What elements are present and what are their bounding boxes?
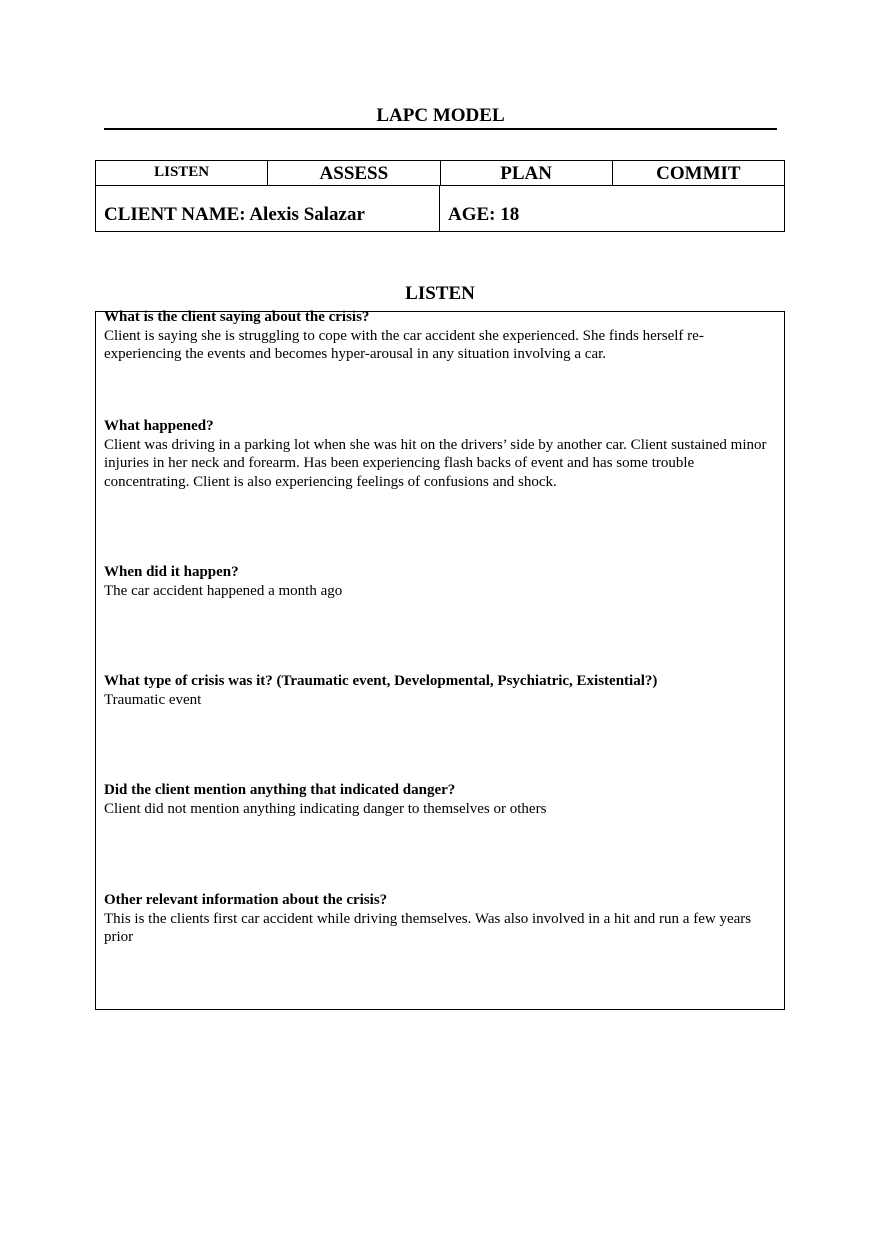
phase-plan: PLAN	[441, 161, 613, 185]
phase-table	[95, 160, 785, 232]
qa-block	[104, 672, 772, 709]
question-label: Did the client mention anything that indicated danger?	[104, 782, 456, 798]
answer-text: Traumatic event	[104, 691, 202, 708]
qa-block	[104, 308, 772, 364]
client-name: CLIENT NAME: Alexis Salazar	[96, 186, 440, 231]
qa-block	[104, 417, 772, 491]
listen-box	[95, 311, 785, 1010]
client-age: AGE: 18	[448, 204, 520, 225]
qa-block	[104, 891, 772, 947]
question-label: When did it happen?	[104, 564, 239, 580]
question-label: What happened?	[104, 418, 214, 434]
phase-assess: ASSESS	[268, 161, 440, 185]
question-label: What type of crisis was it? (Traumatic event, Developmental, Psychiatric, Existential?)	[104, 673, 658, 689]
phase-commit: COMMIT	[656, 163, 741, 184]
question-label: Other relevant information about the crisis?	[104, 892, 388, 908]
title-underline	[104, 128, 777, 130]
answer-text: This is the clients first car accident while driving themselves. Was also involved in a hit and run a few years prior	[104, 910, 752, 945]
qa-block	[104, 781, 772, 818]
qa-block	[104, 563, 772, 600]
answer-text: Client was driving in a parking lot when she was hit on the drivers’ side by another car. Client sustained minor injuries in her neck and forearm. Has been experiencing flash backs of event and has some trouble concentrating. Client is also experiencing feelings of confusions and shock.	[104, 436, 767, 490]
phase-header-row	[96, 161, 784, 186]
listen-section-title: LISTEN	[405, 283, 475, 304]
question-label: What is the client saying about the crisis?	[104, 309, 370, 325]
answer-text: Client did not mention anything indicating danger to themselves or others	[104, 800, 547, 817]
page-title: LAPC MODEL	[376, 105, 505, 126]
answer-text: Client is saying she is struggling to cope with the car accident she experienced. She finds herself re-experiencing the events and becomes hyper-arousal in any situation involving a car.	[104, 327, 704, 362]
phase-listen: LISTEN	[96, 161, 268, 185]
answer-text: The car accident happened a month ago	[104, 582, 343, 599]
client-info-row	[96, 186, 784, 231]
